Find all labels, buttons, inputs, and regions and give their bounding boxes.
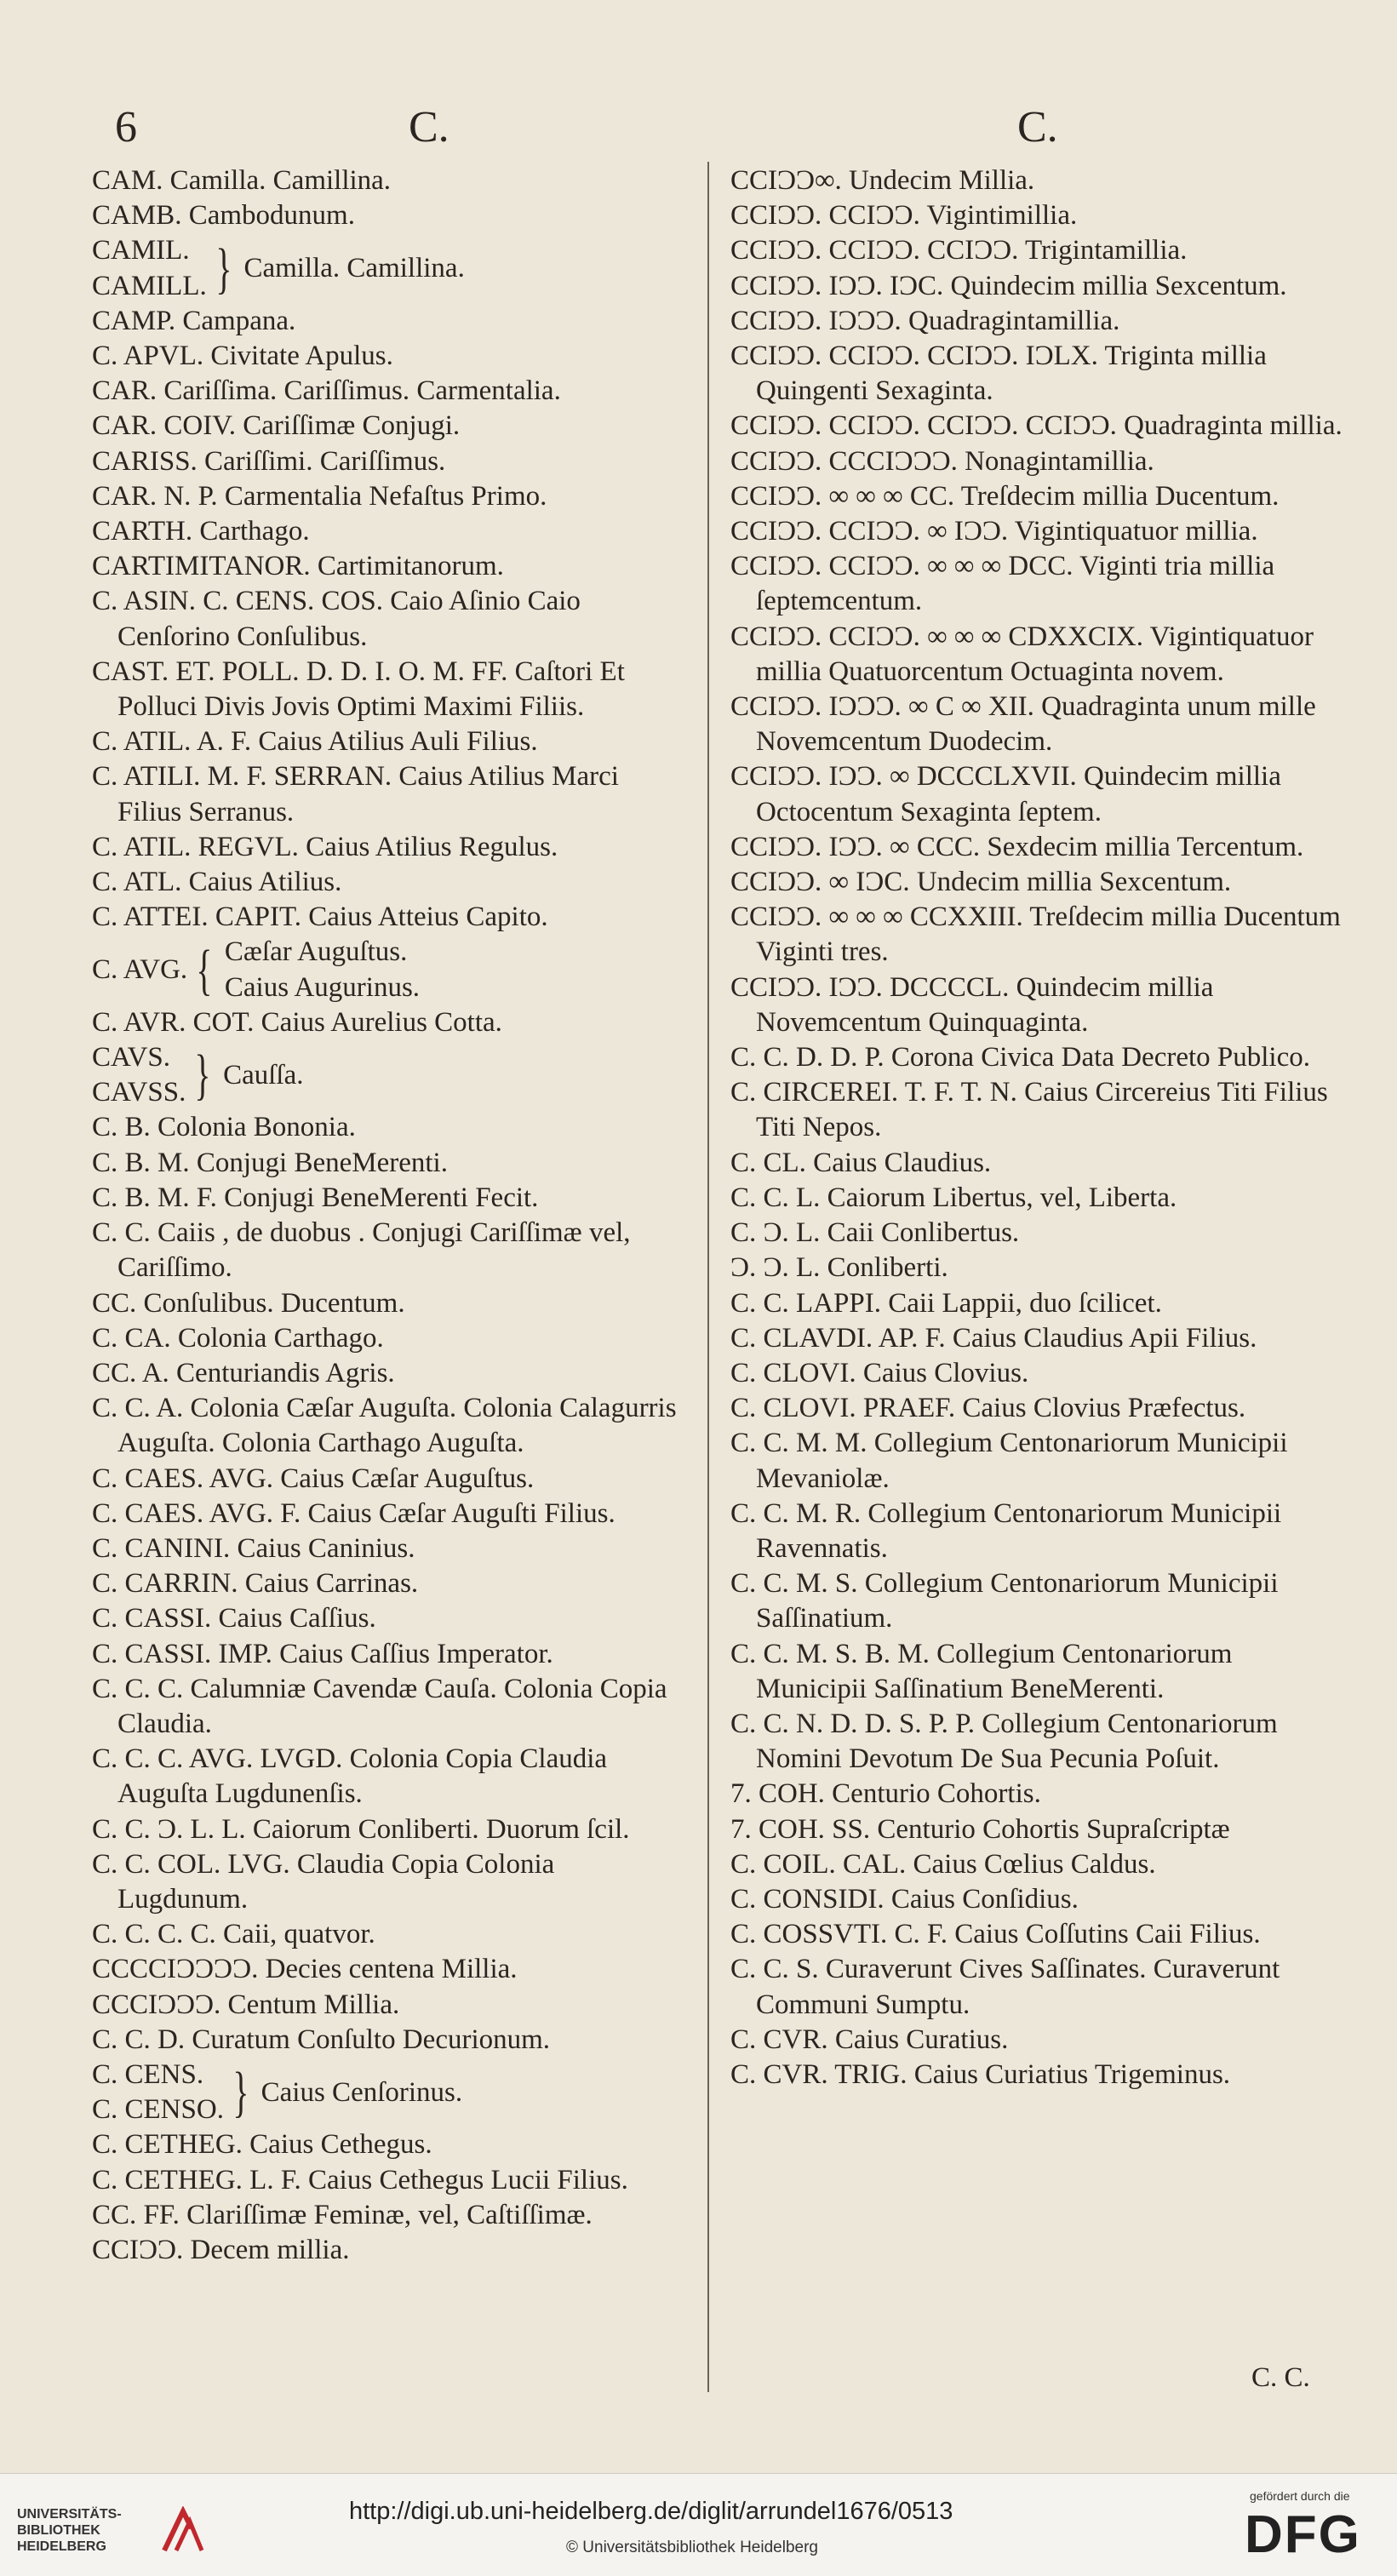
dictionary-entry: CAR. COIV. Cariſſimæ Conjugi. (92, 410, 461, 442)
dictionary-entry: C. ATIL. REGVL. Caius Atilius Regulus. (92, 831, 558, 862)
logo-text-line: UNIVERSITÄTS- (17, 2507, 122, 2522)
dictionary-entry: CCIƆƆ. CCCIƆƆƆ. Nonagintamillia. (730, 445, 1154, 477)
dictionary-entry: CCIƆƆ. IƆƆƆ. Quadragintamillia. (730, 305, 1120, 336)
dictionary-entry: C. CANINI. Caius Caninius. (92, 1532, 415, 1564)
dictionary-entry: C. CIRCEREI. T. F. T. N. Caius Circereius Titi Filius Titi Nepos. (730, 1077, 1328, 1143)
abbreviation: CAVS. (92, 1042, 171, 1073)
dictionary-entry: C. Ɔ. L. Caii Conlibertus. (730, 1217, 1020, 1249)
page-number: 6 (115, 103, 137, 152)
dictionary-entry: CAM. Camilla. Camillina. (92, 165, 392, 196)
dfg-logo[interactable]: DFG (1245, 2505, 1361, 2564)
abbreviation: CAMIL. (92, 235, 190, 266)
expansion: Caius Cenſorinus. (261, 2076, 463, 2108)
dictionary-entry: C. CASSI. Caius Caſſius. (92, 1603, 376, 1634)
left-header-letter: C. (409, 103, 449, 152)
dictionary-entry: C. C. Ɔ. L. L. Caiorum Conliberti. Duorum ſcil. (92, 1813, 630, 1845)
dictionary-entry: C. ATILI. M. F. SERRAN. Caius Atilius Marci Filius Serranus. (92, 761, 619, 827)
dictionary-entry: C. CVR. Caius Curatius. (730, 2024, 1009, 2055)
dictionary-entry: C. C. A. Colonia Cæſar Auguſta. Colonia Calagurris Auguſta. Colonia Carthago Auguſta. (92, 1393, 677, 1459)
dictionary-entry: CCIƆƆ. ∞ ∞ ∞ CC. Treſdecim millia Ducentum. (730, 480, 1280, 512)
dictionary-entry: C. C. Caiis , de duobus . Conjugi Cariſſimæ vel, Cariſſimo. (92, 1217, 631, 1284)
dictionary-entry: C. C. C. Calumniæ Cavendæ Cauſa. Colonia Copia Claudia. (92, 1673, 667, 1739)
dictionary-entry: CC. Conſulibus. Ducentum. (92, 1287, 405, 1319)
dictionary-entry: C. CVR. TRIG. Caius Curiatius Trigeminus. (730, 2058, 1231, 2090)
dictionary-entry: C. AVR. COT. Caius Aurelius Cotta. (92, 1006, 502, 1038)
dictionary-entry: C. CONSIDI. Caius Conſidius. (730, 1883, 1079, 1915)
expansion: Camilla. Camillina. (243, 253, 465, 283)
dictionary-entry: C. C. M. R. Collegium Centonariorum Municipii Ravennatis. (730, 1497, 1282, 1564)
dictionary-entry: CARISS. Cariſſimi. Cariſſimus. (92, 445, 446, 477)
dictionary-entry: C. C. COL. LVG. Claudia Copia Colonia Lugdunum. (92, 1848, 555, 1915)
logo-text-line: HEIDELBERG (17, 2539, 106, 2554)
right-header-letter: C. (1017, 103, 1058, 152)
dictionary-entry: CCIƆƆ. CCIƆƆ. Vigintimillia. (730, 200, 1078, 232)
dictionary-entry: C. CAES. AVG. Caius Cæſar Auguſtus. (92, 1463, 535, 1494)
abbreviation: CAVSS. (92, 1077, 186, 1108)
dictionary-entry: CAMP. Campana. (92, 305, 296, 336)
dictionary-entry: C. C. D. Curatum Conſulto Decurionum. (92, 2024, 551, 2055)
dictionary-entry: CCIƆƆ∞. Undecim Millia. (730, 165, 1035, 196)
library-logo[interactable] (17, 2506, 213, 2557)
dictionary-entry: C. CETHEG. Caius Cethegus. (92, 2129, 432, 2161)
dictionary-entry: CAMB. Cambodunum. (92, 200, 355, 232)
brace-entry (92, 2058, 688, 2127)
footer-bar (0, 2473, 1397, 2576)
dictionary-entry: C. B. M. Conjugi BeneMerenti. (92, 1147, 448, 1178)
dictionary-entry: CCIƆƆ. IƆƆ. DCCCCL. Quindecim millia Novemcentum Quinquaginta. (730, 971, 1214, 1038)
logo-text-line: BIBLIOTHEK (17, 2523, 100, 2538)
dictionary-entry: 7. COH. SS. Centurio Cohortis Supraſcriptæ (730, 1813, 1230, 1845)
dictionary-entry: C. C. M. S. Collegium Centonariorum Municipii Saſſinatium. (730, 1568, 1279, 1634)
dictionary-entry: CCCIƆƆƆ. Centum Millia. (92, 1989, 400, 2020)
expansion: Cauſſa. (223, 1059, 304, 1091)
brace-icon: } (232, 2061, 249, 2124)
dictionary-entry: CARTIMITANOR. Cartimitanorum. (92, 551, 504, 582)
brace-icon: } (194, 1044, 211, 1107)
dictionary-entry: C. C. L. Caiorum Libertus, vel, Liberta. (730, 1182, 1177, 1213)
catchword: C. C. (1251, 2362, 1310, 2393)
expansion: Caius Augurinus. (224, 971, 421, 1003)
dictionary-entry: CCIƆƆ. ∞ IƆC. Undecim millia Sexcentum. (730, 867, 1232, 898)
left-column (92, 163, 688, 2268)
column-divider (707, 162, 709, 2392)
dictionary-entry: C. ATL. Caius Atilius. (92, 867, 342, 898)
dictionary-entry: CC. FF. Clariſſimæ Feminæ, vel, Caſtiſſimæ. (92, 2199, 593, 2230)
dictionary-entry: C. C. C. C. Caii, quatvor. (92, 1919, 375, 1950)
dictionary-entry: CCIƆƆ. CCIƆƆ. CCIƆƆ. CCIƆƆ. Quadraginta millia. (730, 410, 1343, 442)
dictionary-entry: CAST. ET. POLL. D. D. I. O. M. FF. Caſtori Et Polluci Divis Jovis Optimi Maximi Filiis. (92, 655, 625, 723)
right-column (730, 163, 1343, 2092)
dictionary-entry: C. B. Colonia Bononia. (92, 1112, 356, 1143)
brace-entry (92, 233, 688, 303)
brace-entry (92, 935, 688, 1005)
dictionary-entry: CC. A. Centuriandis Agris. (92, 1357, 395, 1388)
dictionary-entry: C. C. M. M. Collegium Centonariorum Municipii Mevaniolæ. (730, 1428, 1288, 1494)
dictionary-entry: C. COSSVTI. C. F. Caius Coſſutins Caii Filius. (730, 1919, 1261, 1950)
dictionary-entry: C. CETHEG. L. F. Caius Cethegus Lucii Filius. (92, 2164, 628, 2195)
dictionary-entry: C. CASSI. IMP. Caius Caſſius Imperator. (92, 1638, 553, 1669)
dictionary-entry: CAR. Cariſſima. Cariſſimus. Carmentalia. (92, 375, 561, 407)
dictionary-entry: CCCCIƆƆƆƆ. Decies centena Millia. (92, 1954, 518, 1985)
abbreviation: C. CENS. (92, 2058, 204, 2090)
dictionary-entry: C. B. M. F. Conjugi BeneMerenti Fecit. (92, 1182, 539, 1213)
dictionary-entry: CCIƆƆ. CCIƆƆ. CCIƆƆ. Trigintamillia. (730, 235, 1188, 266)
dictionary-entry: C. C. M. S. B. M. Collegium Centonariorum Municipii Saſſinatium BeneMerenti. (730, 1638, 1233, 1704)
dictionary-entry: C. COIL. CAL. Caius Cœlius Caldus. (730, 1848, 1156, 1880)
dictionary-entry: CCIƆƆ. CCIƆƆ. CCIƆƆ. IƆLX. Triginta millia Quingenti Sexaginta. (730, 341, 1267, 407)
dictionary-entry: C. CAES. AVG. F. Caius Cæſar Auguſti Filius. (92, 1497, 615, 1529)
dictionary-entry: CCIƆƆ. IƆƆ. IƆC. Quindecim millia Sexcentum. (730, 270, 1287, 301)
dictionary-entry: CAR. N. P. Carmentalia Nefaſtus Primo. (92, 480, 547, 512)
dictionary-entry: CCIƆƆ. IƆƆ. ∞ DCCCLXVII. Quindecim millia Octocentum Sexaginta ſeptem. (730, 761, 1281, 827)
expansion: Cæſar Auguſtus. (224, 936, 408, 968)
dictionary-entry: C. APVL. Civitate Apulus. (92, 341, 393, 372)
dictionary-entry: CCIƆƆ. ∞ ∞ ∞ CCXXIII. Treſdecim millia Ducentum Viginti tres. (730, 902, 1341, 968)
dictionary-entry: C. C. N. D. D. S. P. P. Collegium Centonariorum Nomini Devotum De Sua Pecunia Poſuit. (730, 1708, 1278, 1775)
brace-entry (92, 1040, 688, 1110)
copyright-text: © Universitätsbibliothek Heidelberg (566, 2539, 818, 2556)
abbreviation: C. CENSO. (92, 2094, 224, 2126)
dictionary-entry: CARTH. Carthago. (92, 516, 310, 547)
library-emblem-icon (157, 2506, 209, 2557)
dictionary-entry: CCIƆƆ. CCIƆƆ. ∞ ∞ ∞ DCC. Viginti tria millia ſeptemcentum. (730, 551, 1275, 617)
brace-icon: } (215, 237, 232, 300)
dictionary-entry: C. CA. Colonia Carthago. (92, 1322, 384, 1354)
abbreviation: C. AVG. (92, 954, 188, 986)
dictionary-entry: C. CLOVI. PRAEF. Caius Clovius Præfectus. (730, 1393, 1246, 1424)
dictionary-entry: Ɔ. Ɔ. L. Conliberti. (730, 1252, 948, 1284)
dictionary-entry: C. CLOVI. Caius Clovius. (730, 1357, 1029, 1388)
dictionary-entry: CCIƆƆ. CCIƆƆ. ∞ ∞ ∞ CDXXCIX. Vigintiquatuor millia Quatuorcentum Octuaginta novem. (730, 621, 1314, 687)
page-url-link[interactable]: http://digi.ub.uni-heidelberg.de/diglit/arrundel1676/0513 (349, 2498, 953, 2525)
dictionary-entry: C. C. S. Curaverunt Cives Saſſinates. Curaverunt Communi Sumptu. (730, 1954, 1280, 2020)
dictionary-entry: C. C. LAPPI. Caii Lappii, duo ſcilicet. (730, 1287, 1162, 1319)
dictionary-entry: C. CL. Caius Claudius. (730, 1147, 992, 1178)
funded-by-text: gefördert durch die (1250, 2489, 1350, 2503)
dictionary-entry: C. ATIL. A. F. Caius Atilius Auli Filius. (92, 726, 538, 758)
dictionary-entry: CCIƆƆ. IƆƆ. ∞ CCC. Sexdecim millia Tercentum. (730, 831, 1304, 862)
dictionary-entry: CCIƆƆ. IƆƆƆ. ∞ C ∞ XII. Quadraginta unum mille Novemcentum Duodecim. (730, 691, 1316, 758)
dictionary-entry: C. C. C. AVG. LVGD. Colonia Copia Claudia Auguſta Lugdunenſis. (92, 1743, 608, 1810)
dictionary-entry: C. CARRIN. Caius Carrinas. (92, 1568, 419, 1600)
dictionary-entry: C. C. D. D. P. Corona Civica Data Decreto Publico. (730, 1042, 1310, 1073)
dictionary-entry: 7. COH. Centurio Cohortis. (730, 1778, 1041, 1810)
dictionary-entry: C. ASIN. C. CENS. COS. Caio Aſinio Caio Cenſorino Conſulibus. (92, 586, 581, 652)
abbreviation: CAMILL. (92, 270, 207, 301)
dictionary-entry: C. ATTEI. CAPIT. Caius Atteius Capito. (92, 902, 548, 933)
dictionary-entry: CCIƆƆ. CCIƆƆ. ∞ IƆƆ. Vigintiquatuor millia. (730, 516, 1258, 547)
brace-icon: { (196, 938, 213, 1001)
dictionary-entry: C. CLAVDI. AP. F. Caius Claudius Apii Filius. (730, 1322, 1257, 1354)
dictionary-entry: CCIƆƆ. Decem millia. (92, 2234, 350, 2265)
